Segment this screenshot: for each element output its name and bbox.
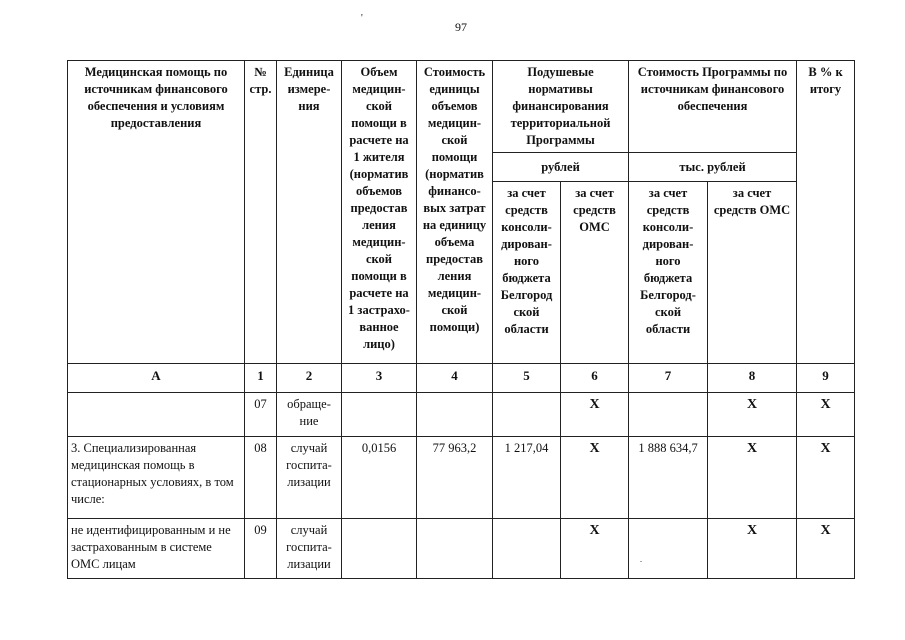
header-col-9: В % к итогу xyxy=(797,61,855,364)
scan-mark-2: . xyxy=(640,555,642,564)
header-group-cost: Стоимость Программы по источникам финансового обеспечения xyxy=(629,61,797,153)
row-unit-cost xyxy=(417,393,493,437)
table-row xyxy=(68,519,855,579)
row-percent: Х xyxy=(797,437,855,519)
header-col-a: Медицинская помощь по источникам финансового обеспечения и условиям предоставления xyxy=(68,61,245,364)
row-volume xyxy=(342,519,417,579)
header-unit-thousand: тыс. рублей xyxy=(629,153,797,182)
row-cost-oms: Х xyxy=(708,437,797,519)
header-col-4: Стоимость единицы объемов медицин-ской помощи (норматив финансо-вых затрат на единицу объема предостав ления медицин-ской помощи) xyxy=(417,61,493,364)
row-label: не идентифицированным и не застрахованным в системе ОМС лицам xyxy=(68,519,245,579)
row-number: 09 xyxy=(245,519,277,579)
row-norm-budget xyxy=(493,393,561,437)
index-cell: 9 xyxy=(797,364,855,393)
header-col-5: за счет средств консоли-дирован-ного бюджета Белгород ской области xyxy=(493,182,561,364)
table-row xyxy=(68,437,855,519)
index-cell: 4 xyxy=(417,364,493,393)
row-norm-budget xyxy=(493,519,561,579)
financing-table xyxy=(67,60,855,579)
row-cost-budget: 1 888 634,7 xyxy=(629,437,708,519)
page-number: 97 xyxy=(455,20,467,34)
row-unit-cost xyxy=(417,519,493,579)
row-cost-budget xyxy=(629,519,708,579)
row-norm-oms: Х xyxy=(561,519,629,579)
row-number: 08 xyxy=(245,437,277,519)
header-col-2: Единица измере-ния xyxy=(277,61,342,364)
table-row xyxy=(68,393,855,437)
index-cell: 8 xyxy=(708,364,797,393)
scan-mark: ' xyxy=(361,13,363,24)
row-label xyxy=(68,393,245,437)
header-col-1: № стр. xyxy=(245,61,277,364)
row-percent: Х xyxy=(797,519,855,579)
row-label: 3. Специализированная медицинская помощь в стационарных условиях, в том числе: xyxy=(68,437,245,519)
row-unit: случай госпита-лизации xyxy=(277,437,342,519)
row-norm-oms: Х xyxy=(561,393,629,437)
row-volume: 0,0156 xyxy=(342,437,417,519)
header-col-7: за счет средств консоли-дирован-ного бюджета Белгород-ской области xyxy=(629,182,708,364)
row-unit-cost: 77 963,2 xyxy=(417,437,493,519)
index-cell: 5 xyxy=(493,364,561,393)
row-percent: Х xyxy=(797,393,855,437)
row-norm-oms: Х xyxy=(561,437,629,519)
header-col-8: за счет средств ОМС xyxy=(708,182,797,364)
header-col-6: за счет средств ОМС xyxy=(561,182,629,364)
index-cell: 2 xyxy=(277,364,342,393)
index-row xyxy=(68,364,855,393)
header-col-3: Объем медицин-ской помощи в расчете на 1 жителя (норматив объемов предостав ления медицин-ской помощи в расчете на 1 застрахо-ванное лицо) xyxy=(342,61,417,364)
row-cost-oms: Х xyxy=(708,519,797,579)
row-cost-oms: Х xyxy=(708,393,797,437)
header-group-norms: Подушевые нормативы финансирования территориальной Программы xyxy=(493,61,629,153)
row-unit: случай госпита-лизации xyxy=(277,519,342,579)
row-volume xyxy=(342,393,417,437)
row-cost-budget xyxy=(629,393,708,437)
index-cell: 6 xyxy=(561,364,629,393)
index-cell: 1 xyxy=(245,364,277,393)
header-unit-rub: рублей xyxy=(493,153,629,182)
index-cell: А xyxy=(68,364,245,393)
row-number: 07 xyxy=(245,393,277,437)
row-norm-budget: 1 217,04 xyxy=(493,437,561,519)
index-cell: 7 xyxy=(629,364,708,393)
header-row-1 xyxy=(68,61,855,153)
row-unit: обраще-ние xyxy=(277,393,342,437)
index-cell: 3 xyxy=(342,364,417,393)
